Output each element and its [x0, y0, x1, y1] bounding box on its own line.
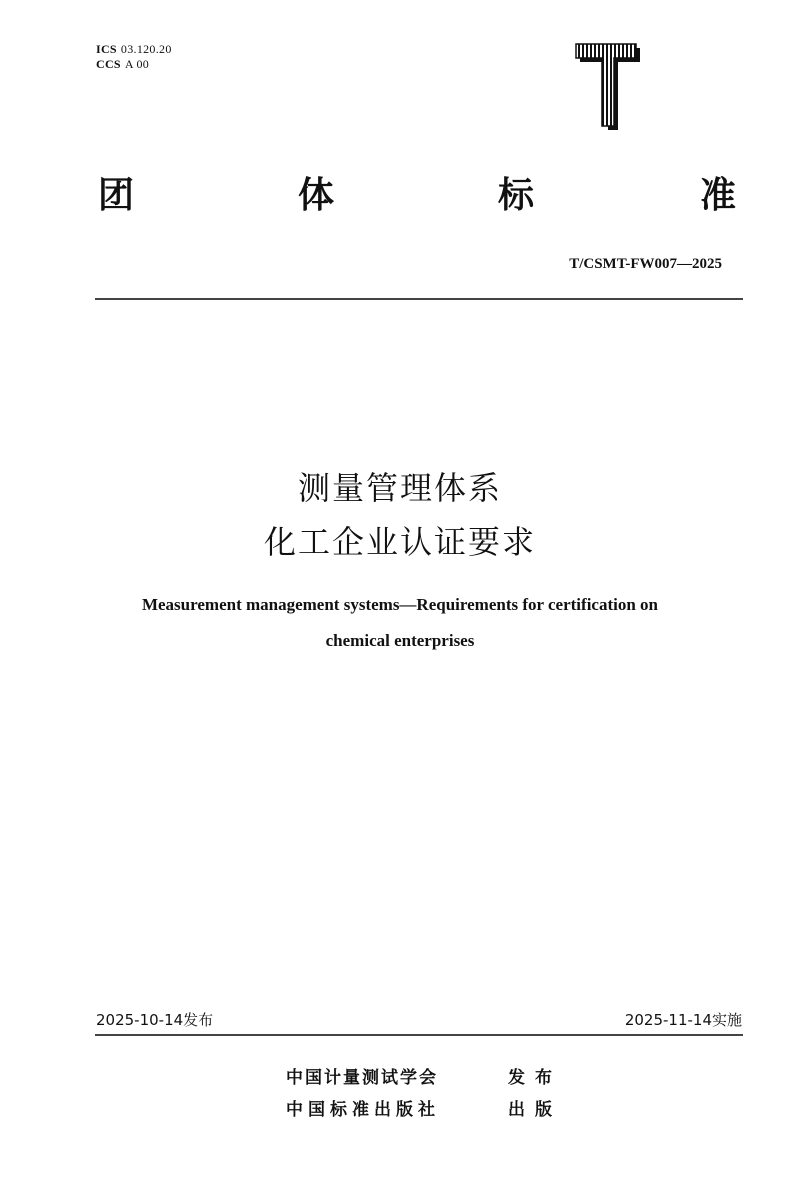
footer-divider: [95, 1034, 743, 1036]
standard-kind-char-3: 标: [498, 175, 535, 216]
standard-kind-char-4: 准: [700, 175, 737, 216]
standard-number: T/CSMT-FW007—2025: [569, 256, 722, 272]
standard-kind-char-2: 体: [298, 175, 335, 216]
press-name: 中国标准出版社: [286, 1100, 440, 1120]
implement-date: 2025-11-14实施: [624, 1011, 742, 1029]
press-role: 出版: [508, 1100, 562, 1120]
publisher-role: 发布: [508, 1068, 562, 1088]
ics-code: 03.120.20: [120, 42, 172, 56]
standard-t-logo: [574, 38, 644, 134]
header-divider: [95, 298, 743, 300]
publisher-name: 中国计量测试学会: [286, 1068, 438, 1088]
ccs-code-line: [96, 57, 149, 72]
ccs-code: A 00: [124, 57, 150, 71]
title-en-line-1: Measurement management systems—Requirements for certification on: [141, 595, 659, 614]
title-cn-line-1: 测量管理体系: [297, 469, 502, 507]
standard-kind-char-1: 团: [98, 175, 135, 216]
ics-label: ICS: [96, 42, 117, 56]
publish-date: 2025-10-14发布: [96, 1011, 214, 1029]
ccs-label: CCS: [96, 57, 121, 71]
title-cn-line-2: 化工企业认证要求: [263, 523, 536, 561]
title-en-line-2: chemical enterprises: [325, 631, 475, 650]
ics-code-line: [96, 42, 172, 57]
